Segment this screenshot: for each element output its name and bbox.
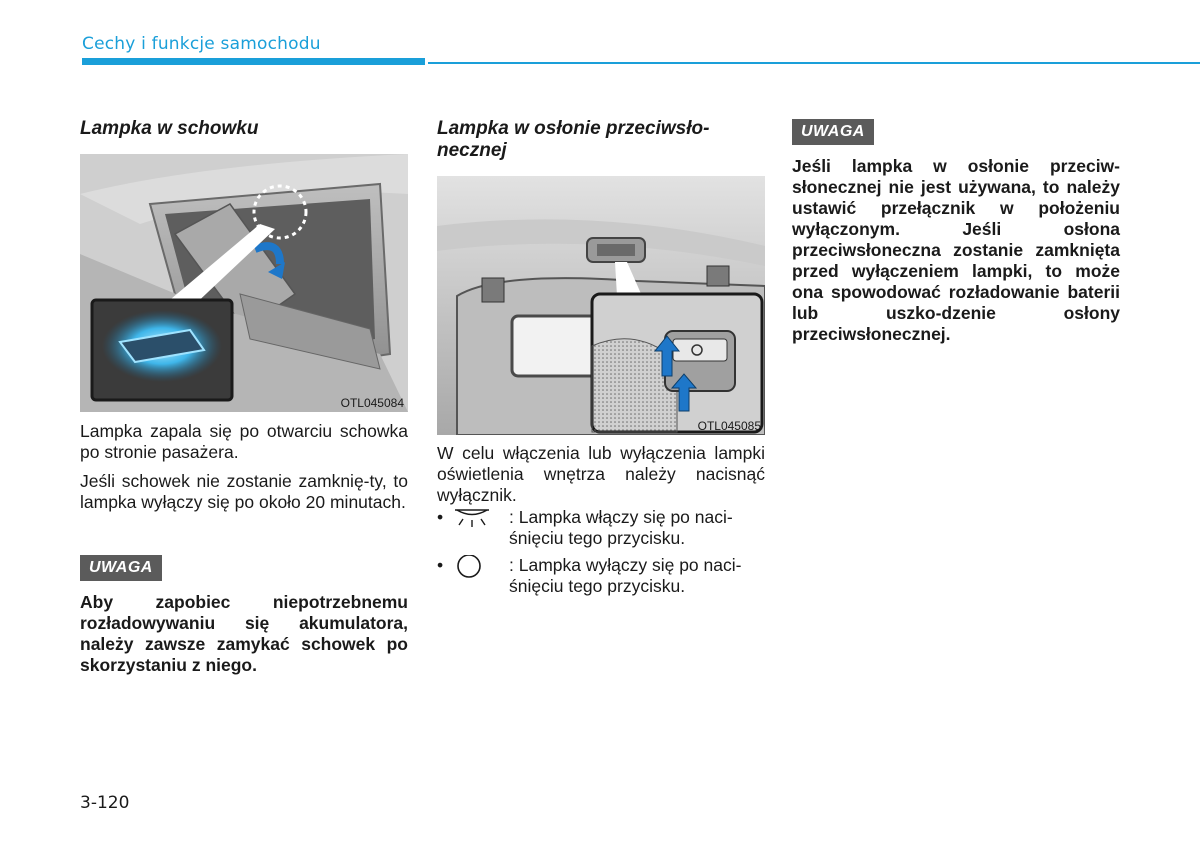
figure-sunvisor (437, 176, 765, 435)
bullet-text: : Lampka włączy się po naci-śnięciu tego przycisku. (509, 507, 733, 548)
paragraph: Jeśli schowek nie zostanie zamknię-ty, to lampka wyłączy się po około 20 minutach. (80, 471, 408, 512)
paragraph: Lampka zapala się po otwarciu schowka po stronie pasażera. (80, 421, 408, 462)
sunvisor-illustration (437, 176, 765, 435)
warning-badge: UWAGA (80, 555, 162, 581)
bullet-text: : Lampka wyłączy się po naci-śnięciu tego przycisku. (509, 555, 742, 596)
page-number: 3-120 (80, 793, 130, 813)
bullet-lamp-on: • : Lampka włączy się po naci-śnięciu tego przycisku. (437, 507, 765, 555)
bullet-lamp-off: • : Lampka wyłączy się po naci-śnięciu tego przycisku. (437, 555, 765, 603)
figure-glovebox (80, 154, 408, 412)
warning-text: Jeśli lampka w osłonie przeciw-słonecznej nie jest używana, to należy ustawić przełącznik w położeniu wyłączonym. Jeśli osłona przeciwsłoneczna zostanie zamknięta przed wyłączeniem lampki, to może ona spowodować rozładowanie baterii lub uszko-dzenie osłony przeciwsłonecznej. (792, 156, 1120, 344)
warning-badge: UWAGA (792, 119, 874, 145)
header-accent-bar (82, 58, 425, 65)
glovebox-illustration (80, 154, 408, 412)
warning-text: Aby zapobiec niepotrzebnemu rozładowywaniu się akumulatora, należy zawsze zamykać schowek po skorzystaniu z niego. (80, 592, 408, 675)
glovebox-description (80, 421, 408, 521)
lamp-on-icon (453, 507, 491, 534)
sunvisor-intro: W celu włączenia lub wyłączenia lampki oświetlenia wnętrza należy nacisnąć wyłącznik. (437, 443, 765, 505)
section-title-sunvisor: Lampka w osłonie przeciwsło-necznej (437, 118, 710, 161)
section-title-glovebox: Lampka w schowku (80, 118, 259, 139)
header-rule (428, 62, 1200, 64)
figure-code: OTL045085 (697, 419, 761, 433)
figure-code: OTL045084 (340, 396, 404, 410)
lamp-off-icon (453, 555, 491, 586)
chapter-title: Cechy i funkcje samochodu (82, 34, 321, 54)
